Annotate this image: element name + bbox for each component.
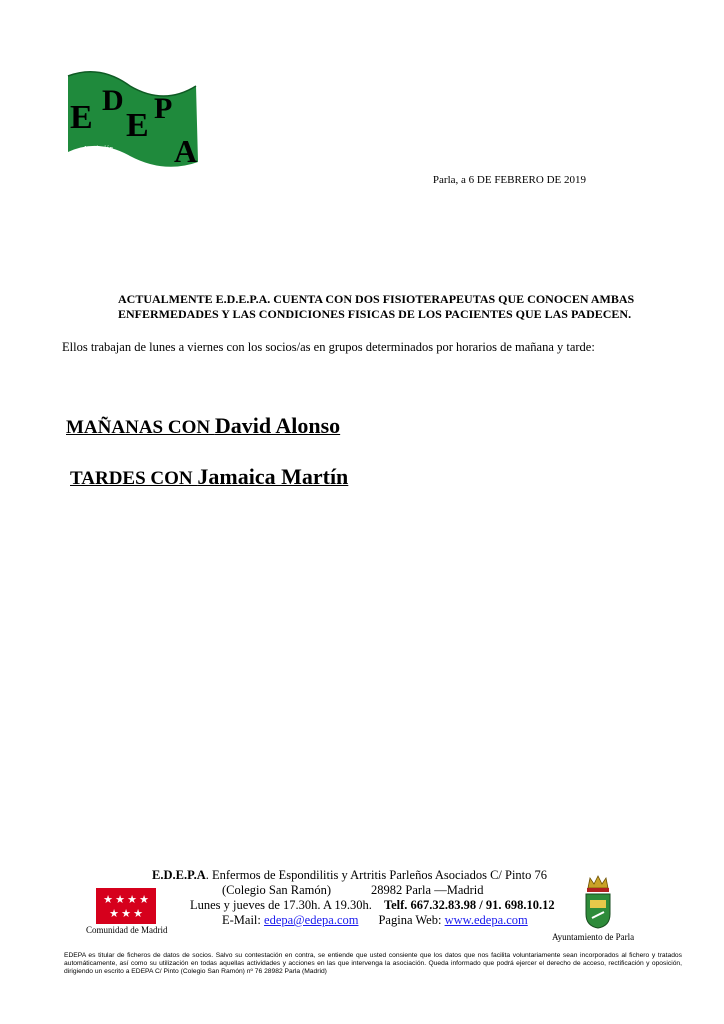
svg-text:★: ★	[133, 907, 143, 920]
logo-caption-2: de	[94, 152, 102, 159]
svg-text:★: ★	[121, 907, 131, 920]
svg-text:★: ★	[103, 893, 113, 906]
afternoon-therapist-name: Jamaica Martín	[197, 464, 349, 489]
comunidad-madrid-flag-icon	[96, 888, 156, 924]
footer-hours: Lunes y jueves de 17.30h. A 19.30h.	[190, 898, 372, 912]
footer-address-1: (Colegio San Ramón)	[222, 883, 332, 897]
legal-notice: EDEPA es titular de ficheros de datos de socios. Salvo su contestación en contra, se entiende que usted consiente que los datos que nos facilita voluntariamente sean incorporados al fichero y tratados automáticamente, así como su utilización en todas aquellas actividades y acciones en las que intervenga la asociación. Queda informado que podrá ejercer el derecho de acceso, rectificación y oposición, dirigiendo un escrito a EDEPA C/ Pinto (Colegio San Ramón) nº 76 28982 Parla (Madrid)	[64, 952, 682, 976]
intro-line-1: ACTUALMENTE E.D.E.P.A. CUENTA CON DOS FISIOTERAPEUTAS QUE CONOCEN AMBAS	[118, 292, 635, 306]
footer-org-abbr: E.D.E.P.A	[152, 868, 206, 882]
footer-org-desc: . Enfermos de Espondilitis y Artritis Parleños Asociados C/ Pinto 76	[205, 868, 548, 882]
logo-letter-e2: E	[126, 107, 149, 144]
ayuntamiento-parla-label: Ayuntamiento de Parla	[552, 932, 635, 942]
svg-text:★: ★	[127, 893, 137, 906]
footer-phone: Telf. 667.32.83.98 / 91. 698.10.12	[383, 898, 555, 912]
footer-contact	[150, 868, 570, 928]
footer-web-link[interactable]: www.edepa.com	[444, 913, 528, 927]
logo-letter-p: P	[154, 92, 173, 125]
logo-letter-e1: E	[70, 99, 93, 136]
edepa-logo	[64, 70, 200, 168]
afternoon-prefix: TARDES CON	[70, 468, 198, 489]
svg-text:★: ★	[115, 893, 125, 906]
morning-prefix: MAÑANAS CON	[66, 417, 215, 438]
intro-line-2: ENFERMEDADES Y LAS CONDICIONES FISICAS DE LOS PACIENTES QUE LAS PADECEN.	[118, 307, 632, 321]
date-line: Parla, a 6 DE FEBRERO DE 2019	[432, 174, 586, 186]
afternoon-schedule	[70, 464, 348, 490]
intro-heading	[118, 292, 678, 322]
morning-therapist-name: David Alonso	[214, 413, 341, 438]
morning-schedule	[66, 413, 340, 439]
footer-web-label: Pagina Web:	[378, 913, 445, 927]
svg-text:★: ★	[139, 893, 149, 906]
parla-crest-icon	[582, 874, 614, 930]
footer-email-link[interactable]: edepa@edepa.com	[264, 913, 359, 927]
logo-caption-3: Utilidad Pública	[75, 159, 121, 166]
footer-address-2: 28982 Parla —Madrid	[371, 883, 484, 897]
logo-letter-d: D	[102, 84, 124, 117]
comunidad-madrid-label: Comunidad de Madrid	[86, 925, 168, 935]
footer-email-label: E-Mail:	[222, 913, 265, 927]
logo-letter-a: A	[174, 133, 198, 168]
logo-caption-1: Asociación	[83, 145, 113, 152]
schedule-paragraph: Ellos trabajan de lunes a viernes con los socios/as en grupos determinados por horarios de mañana y tarde:	[62, 340, 595, 354]
svg-text:★: ★	[109, 907, 119, 920]
